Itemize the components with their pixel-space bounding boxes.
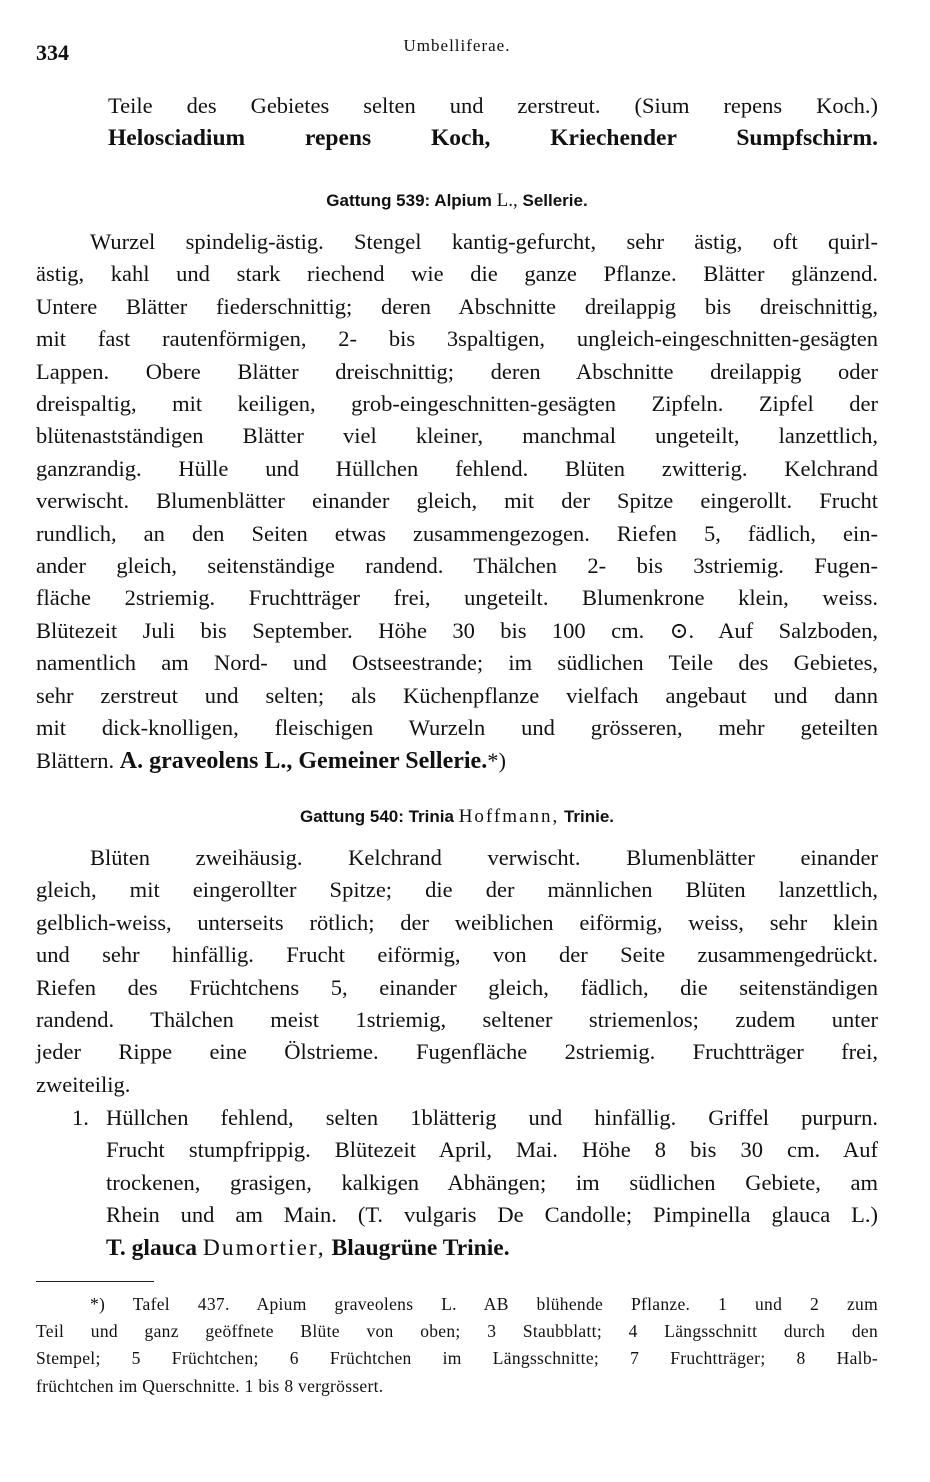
description-line: ganzrandig. Hülle und Hüllchen fehlend. Blüten zwitterig. Kelchrand — [36, 455, 878, 481]
key-item-line: Rhein und am Main. (T. vulgaris De Candolle; Pimpinella glauca L.) — [106, 1202, 878, 1228]
description-last-line — [36, 745, 878, 777]
footnote-line: früchtchen im Querschnitte. 1 bis 8 vergrössert. — [36, 1375, 384, 1396]
genus-539-description — [36, 226, 878, 777]
genus-540-heading — [36, 806, 878, 828]
species-heading: Helosciadium repens Koch, Kriechender Sumpfschirm. — [108, 125, 878, 152]
genus-539-author: L., — [496, 190, 518, 211]
genus-540-title: Gattung 540: Trinia — [299, 807, 454, 826]
description-line: ander gleich, seitenständige randend. Thälchen 2- bis 3striemig. Fugen- — [36, 553, 878, 579]
description-line: rundlich, an den Seiten etwas zusammengezogen. Riefen 5, fädlich, ein- — [36, 520, 878, 546]
genus-539-common-name: Sellerie. — [522, 191, 588, 210]
description-line: Untere Blätter fiederschnittig; deren Abschnitte dreilappig bis dreischnittig, — [36, 293, 878, 319]
description-line: Blütezeit Juli bis September. Höhe 30 bis 100 cm. ⊙. Auf Salzboden, — [36, 617, 878, 643]
genus-539-title: Gattung 539: Alpium — [326, 191, 492, 210]
description-line: jeder Rippe eine Ölstrieme. Fugenfläche 2striemig. Fruchtträger frei, — [36, 1039, 878, 1065]
description-line: Riefen des Früchtchens 5, einander gleich, fädlich, die seitenständigen — [36, 974, 878, 1000]
description-line: namentlich am Nord- und Ostseestrande; im südlichen Teile des Gebietes, — [36, 650, 878, 676]
key-item-line: trockenen, grasigen, kalkigen Abhängen; im südlichen Gebiete, am — [106, 1169, 878, 1195]
description-line: mit fast rautenförmigen, 2- bis 3spaltigen, ungleich-eingeschnitten-gesägten — [36, 326, 878, 352]
genus-539-heading — [36, 190, 878, 212]
genus-540-common-name: Trinie. — [563, 807, 615, 826]
description-line: zweiteilig. — [36, 1071, 131, 1097]
description-line: gleich, mit eingerollter Spitze; die der männlichen Blüten lanzettlich, — [36, 877, 878, 903]
footnote-reference: *) — [487, 747, 506, 773]
description-line: verwischt. Blumenblätter einander gleich, mit der Spitze eingerollt. Frucht — [36, 488, 878, 514]
page-number: 334 — [36, 40, 69, 65]
description-line: sehr zerstreut und selten; als Küchenpflanze vielfach angebaut und dann — [36, 682, 878, 708]
description-line: dreispaltig, mit keiligen, grob-eingeschnitten-gesägten Zipfeln. Zipfel der — [36, 391, 878, 417]
page-header — [36, 34, 878, 64]
footnote-line: *) Tafel 437. Apium graveolens L. AB blühende Pflanze. 1 und 2 zum — [90, 1294, 878, 1314]
key-item-number: 1. — [72, 1105, 89, 1130]
description-line: mit dick-knolligen, fleischigen Wurzeln und grösseren, mehr geteilten — [36, 715, 878, 741]
description-line: Lappen. Obere Blätter dreischnittig; deren Abschnitte dreilappig oder — [36, 358, 878, 384]
species-name: A. graveolens L., Gemeiner Sellerie. — [119, 747, 488, 774]
key-item-species-line — [106, 1232, 878, 1264]
description-line: ästig, kahl und stark riechend wie die ganze Pflanze. Blätter glänzend. — [36, 261, 878, 287]
description-line: und sehr hinfällig. Frucht eiförmig, von der Seite zusammengedrückt. — [36, 942, 878, 968]
footnote-line: Teil und ganz geöffnete Blüte von oben; 3 Staubblatt; 4 Längsschnitt durch den — [36, 1321, 878, 1342]
footnote — [36, 1291, 878, 1400]
key-item-line: Frucht stumpfrippig. Blütezeit April, Mai. Höhe 8 bis 30 cm. Auf — [106, 1137, 878, 1163]
description-line: gelblich-weiss, unterseits rötlich; der weiblichen eiförmig, weiss, sehr klein — [36, 909, 878, 935]
key-item-line: Hüllchen fehlend, selten 1blätterig und hinfällig. Griffel purpurn. — [106, 1105, 878, 1130]
species-common-name: Blaugrüne Trinie. — [331, 1234, 510, 1261]
key-item-text — [106, 1102, 878, 1264]
genus-540-author: Hoffmann, — [458, 806, 560, 827]
species-name: T. glauca — [106, 1234, 197, 1261]
footnote-divider — [36, 1281, 154, 1282]
description-line: randend. Thälchen meist 1striemig, seltener striemenlos; zudem unter — [36, 1007, 878, 1033]
description-line: blütenastständigen Blätter viel kleiner, manchmal ungeteilt, lanzettlich, — [36, 423, 878, 449]
species-author: Dumortier, — [202, 1234, 326, 1261]
running-head: Umbelliferae. — [403, 36, 511, 55]
continuation-line: Teile des Gebietes selten und zerstreut. (Sium repens Koch.) — [108, 93, 878, 118]
description-line-start: Blättern. — [36, 747, 115, 773]
footnote-line: Stempel; 5 Früchtchen; 6 Früchtchen im Längsschnitte; 7 Fruchtträger; 8 Halb- — [36, 1348, 878, 1369]
description-line: Wurzel spindelig-ästig. Stengel kantig-gefurcht, sehr ästig, oft quirl- — [90, 229, 878, 254]
genus-540-description — [36, 842, 878, 1101]
description-line: Blüten zweihäusig. Kelchrand verwischt. Blumenblätter einander — [90, 845, 878, 870]
continuation-block — [36, 90, 878, 155]
description-line: fläche 2striemig. Fruchtträger frei, ungeteilt. Blumenkrone klein, weiss. — [36, 585, 878, 611]
